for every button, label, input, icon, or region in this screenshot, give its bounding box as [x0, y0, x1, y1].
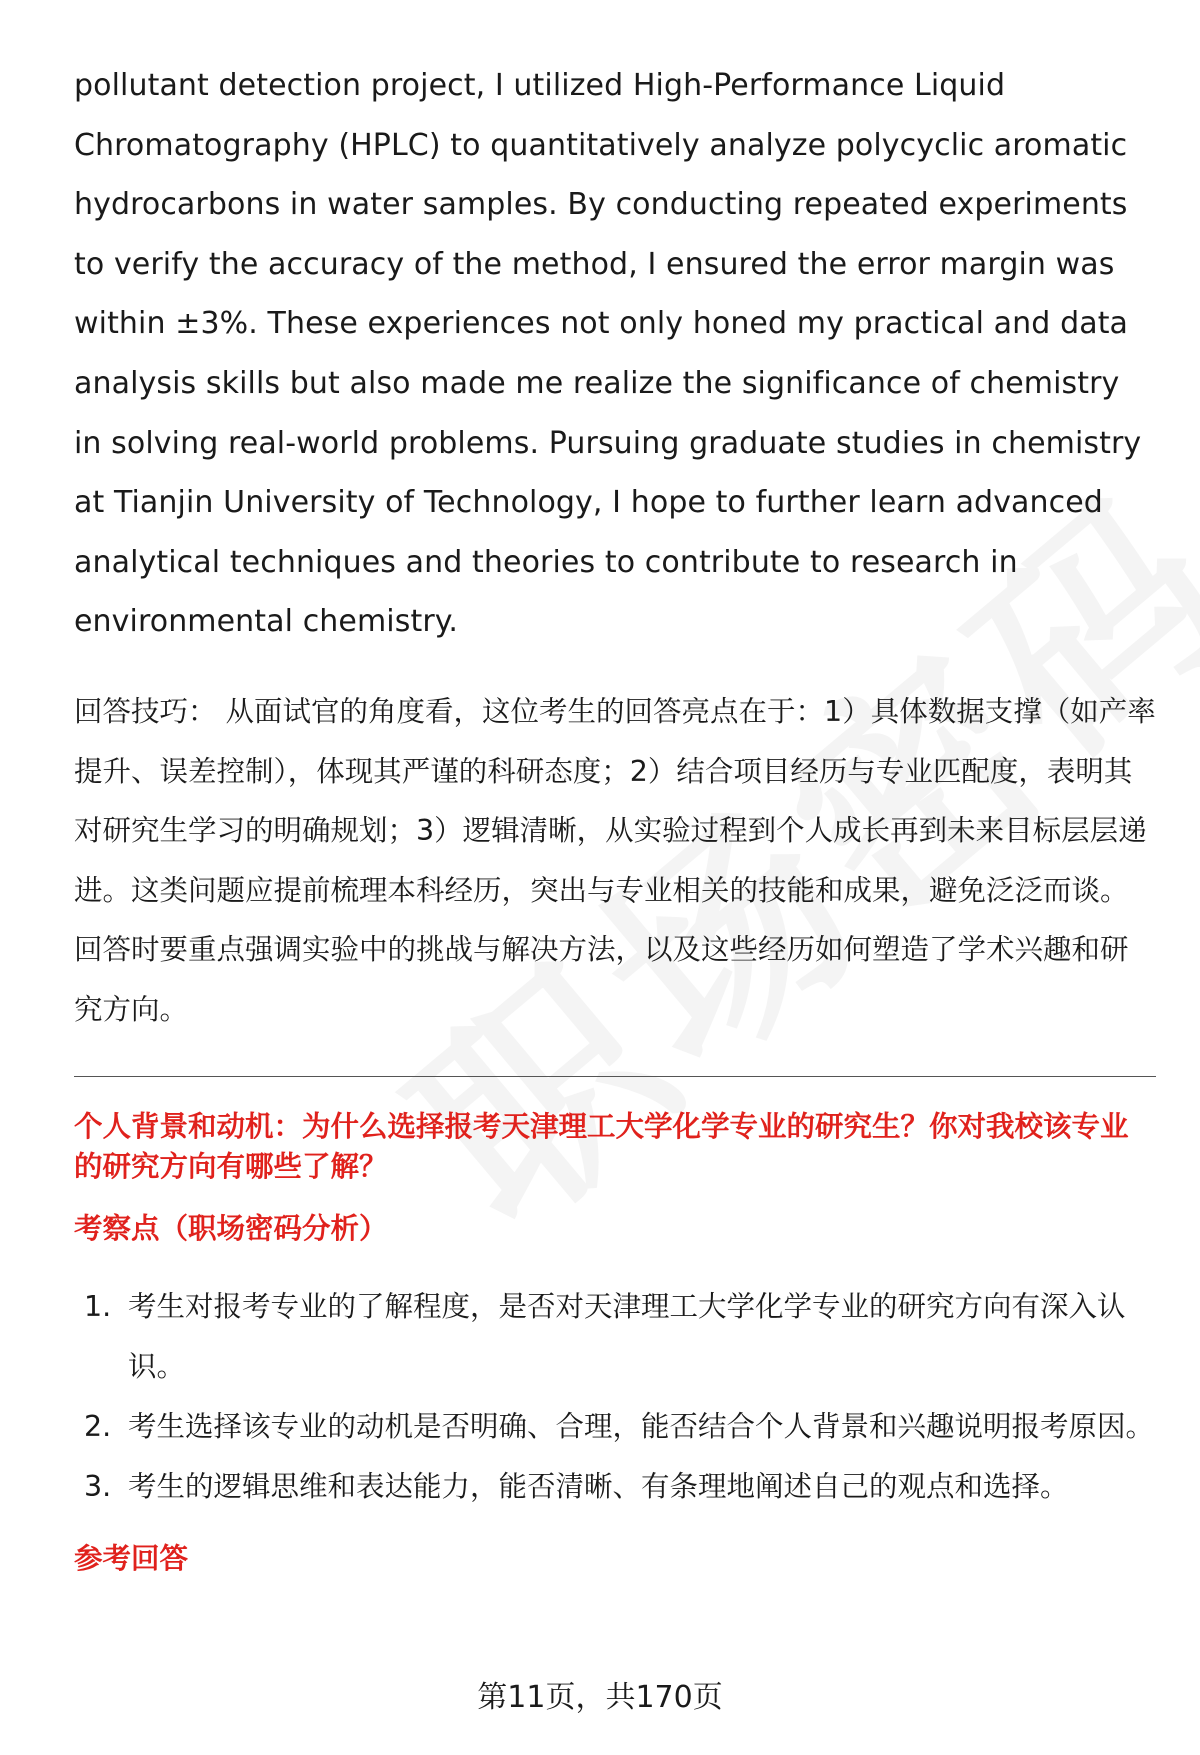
section-divider: [74, 1076, 1156, 1077]
page-number-footer: 第11页，共170页: [477, 1680, 723, 1715]
list-item-number: 2.: [84, 1409, 112, 1443]
list-item-text: 考生选择该专业的动机是否明确、合理，能否结合个人背景和兴趣说明报考原因。: [128, 1409, 1155, 1443]
list-item-text: 考生的逻辑思维和表达能力，能否清晰、有条理地阐述自己的观点和选择。: [128, 1469, 1069, 1503]
list-item: [74, 1277, 1156, 1397]
answer-tips: 回答技巧： 从面试官的角度看，这位考生的回答亮点在于：1）具体数据支撑（如产率提升、误差控制），体现其严谨的科研态度；2）结合项目经历与专业匹配度，表明其对研究生学习的明确规划；3）逻辑清晰，从实验过程到个人成长再到未来目标层层递进。这类问题应提前梳理本科经历，突出与专业相关的技能和成果，避免泛泛而谈。回答时要重点强调实验中的挑战与解决方法，以及这些经历如何塑造了学术兴趣和研究方向。: [74, 694, 1156, 1026]
exam-points-heading: 考察点（职场密码分析）: [74, 1211, 388, 1245]
list-item: [74, 1397, 1156, 1457]
exam-points-list: [74, 1277, 1156, 1517]
list-item-text: 考生对报考专业的了解程度，是否对天津理工大学化学专业的研究方向有深入认识。: [128, 1289, 1126, 1383]
list-item-number: 3.: [84, 1469, 112, 1503]
question-heading: 个人背景和动机：为什么选择报考天津理工大学化学专业的研究生？你对我校该专业的研究方向有哪些了解？: [74, 1109, 1129, 1183]
list-item: [74, 1457, 1156, 1517]
answer-paragraph: pollutant detection project, I utilized High-Performance Liquid Chromatography (HPLC) to quantitatively analyze polycyclic aromatic hydrocarbons in water samples. By conducting repeated experiments to verify the accuracy of the method, I ensured the error margin was within ±3%. These experiences not only honed my practical and data analysis skills but also made me realize the significance of chemistry in solving real-world problems. Pursuing graduate studies in chemistry at Tianjin University of Technology, I hope to further learn advanced analytical techniques and theories to contribute to research in environmental chemistry.: [74, 68, 1142, 640]
reference-answer-heading: 参考回答: [74, 1541, 189, 1575]
document-page: [74, 56, 1156, 1579]
list-item-number: 1.: [84, 1289, 112, 1323]
